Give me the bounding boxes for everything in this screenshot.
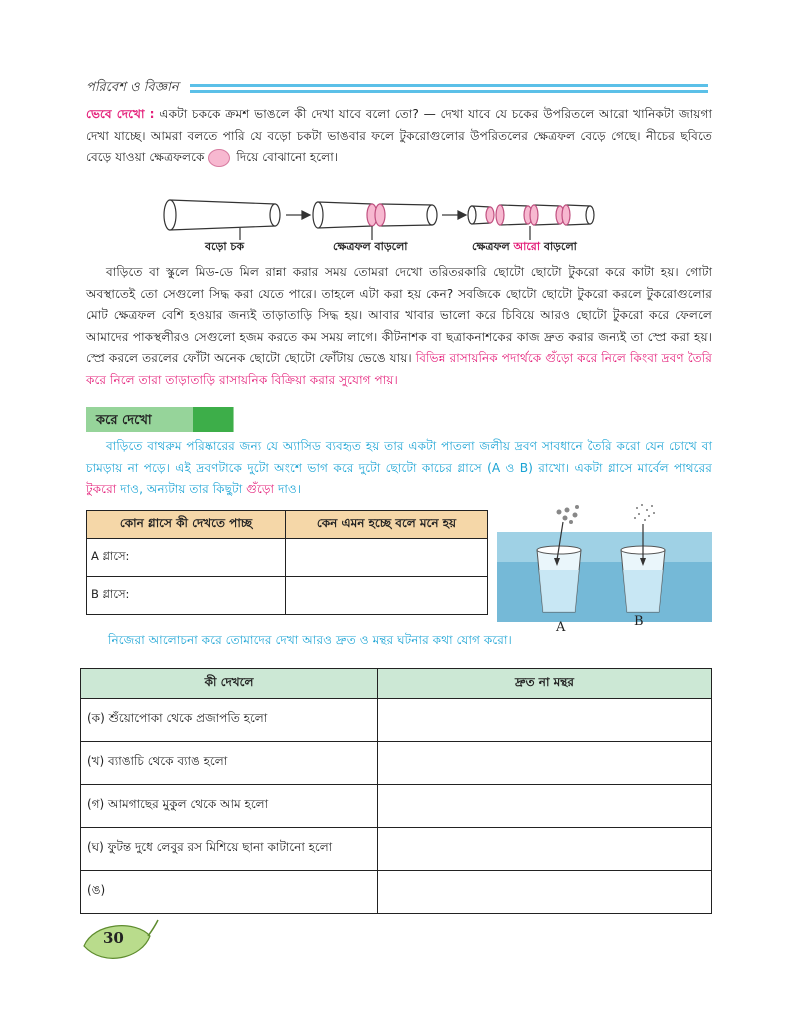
table1-row-b-answer[interactable] <box>286 577 488 615</box>
table2-row-label: (ঘ) ফুটন্ত দুধে লেবুর রস মিশিয়ে ছানা কাটানো হলো <box>81 828 378 871</box>
table2-header-observed: কী দেখলে <box>81 669 378 699</box>
table2-row-answer[interactable] <box>378 742 712 785</box>
think-label: ভেবে দেখো : <box>86 107 155 121</box>
glass-observation-table <box>86 510 488 615</box>
think-paragraph <box>86 104 712 169</box>
table-row <box>81 699 712 742</box>
table1-row-a: A গ্লাসে: <box>87 539 286 577</box>
label-area-more: ক্ষেত্রফল আরো বাড়লো <box>472 240 577 253</box>
header-title: পরিবেশ ও বিজ্ঞান <box>86 80 179 95</box>
discussion-prompt: নিজেরা আলোচনা করে তোমাদের দেখা আরও দ্রুত ও মন্থর ঘটনার কথা যোগ করো। <box>108 633 512 647</box>
table2-row-label: (খ) ব্যাঙাচি থেকে ব্যাঙ হলো <box>81 742 378 785</box>
table-row <box>81 742 712 785</box>
table1-header-observation: কোন গ্লাসে কী দেখতে পাচ্ছ <box>87 511 286 539</box>
pink-circle-icon <box>208 149 230 167</box>
label-big-chalk: বড়ো চক <box>205 240 245 253</box>
table2-row-answer[interactable] <box>378 871 712 914</box>
table1-row-a-answer[interactable] <box>286 539 488 577</box>
table2-row-answer[interactable] <box>378 828 712 871</box>
table2-row-label: (গ) আমগাছের মুকুল থেকে আম হলো <box>81 785 378 828</box>
label-area-increase: ক্ষেত্রফল বাড়লো <box>333 240 408 253</box>
table-row <box>87 577 488 615</box>
table-row <box>81 871 712 914</box>
glasses-illustration <box>497 502 712 632</box>
table2-header-fast-slow: দ্রুত না মন্থর <box>378 669 712 699</box>
table-row <box>87 539 488 577</box>
fast-slow-table <box>80 668 712 914</box>
table2-row-label: (ঙ) <box>81 871 378 914</box>
para2-highlight: বিভিন্ন রাসায়নিক পদার্থকে গুঁড়ো করে নিলে কিংবা দ্রবণ তৈরি করে নিলে তারা তাড়াতাড়ি রাসায়নিক বিক্রিয়া করার সুযোগ পায়। <box>86 351 712 387</box>
table2-row-label: (ক) শুঁয়োপোকা থেকে প্রজাপতি হলো <box>81 699 378 742</box>
para2-text: বাড়িতে বা স্কুলে মিড-ডে মিল রান্না করার সময় তোমরা দেখো তরিতরকারি ছোটো ছোটো টুকরো করে কাটা হয়। গোটা অবস্থাতেই তো সেগুলো সিদ্ধ করা যেতে পারে। তাহলে এটা করা হয় কেন? সবজিকে ছোটো ছোটো টুকরো করলে টুকরোগুলোর মোট ক্ষেত্রফল বেশি হওয়ার জন্যই তাড়াতাড়ি সিদ্ধ হয়। আবার খাবার ভালো করে চিবিয়ে আরও ছোটো টুকরো করে ফেললে আমাদের পাকস্থলীরও সেগুলো হজম করতে কম সময় লাগে। কীটনাশক বা ছত্রাকনাশকের কাজ দ্রুত করার জন্যই তা স্প্রে করা হয়। স্প্রে করলে তরলের ফোঁটা অনেক ছোটো ছোটো ফোঁটায় ভেঙে যায়। <box>86 265 712 365</box>
table1-header-reason: কেন এমন হচ্ছে বলে মনে হয় <box>286 511 488 539</box>
think-text-end: দিয়ে বোঝানো হলো। <box>232 150 339 164</box>
activity-paragraph: বাড়িতে বাথরুম পরিষ্কারের জন্য যে অ্যাসিড ব্যবহৃত হয় তার একটা পাতলা জলীয় দ্রবণ সাবধানে তৈরি করো যেন চোখে বা চামড়ায় না পড়ে। এই দ্রবণটাকে দুটো অংশে ভাগ করে দুটো ছোটো কাচের গ্লাসে (A ও B) রাখো। একটা গ্লাসে মার্বেল পাথরের টুকরো দাও, অন্যটায় তার কিছুটা গুঁড়ো দাও। <box>86 439 712 496</box>
table1-row-b: B গ্লাসে: <box>87 577 286 615</box>
table-row <box>81 785 712 828</box>
activity-banner-accent <box>193 407 233 432</box>
think-text: একটা চককে ক্রমশ ভাঙলে কী দেখা যাবে বলো তো? — দেখা যাবে যে চকের উপরিতলে আরো খানিকটা জায়গা দেখা যাচ্ছে। আমরা বলতে পারি যে বড়ো চকটা ভাঙবার ফলে টুকরোগুলোর উপরিতলের ক্ষেত্রফল বেড়ে গেছে। নীচের ছবিতে বেড়ে যাওয়া ক্ষেত্রফলকে <box>86 107 712 164</box>
table-row <box>81 828 712 871</box>
glass-a-label: A <box>556 620 566 635</box>
page-number: 30 <box>103 929 124 947</box>
table2-row-answer[interactable] <box>378 699 712 742</box>
glass-b-label: B <box>634 614 644 629</box>
midday-meal-paragraph <box>86 262 712 391</box>
activity-banner-label: করে দেখো <box>96 413 152 428</box>
table2-row-answer[interactable] <box>378 785 712 828</box>
header-rule <box>190 84 708 96</box>
